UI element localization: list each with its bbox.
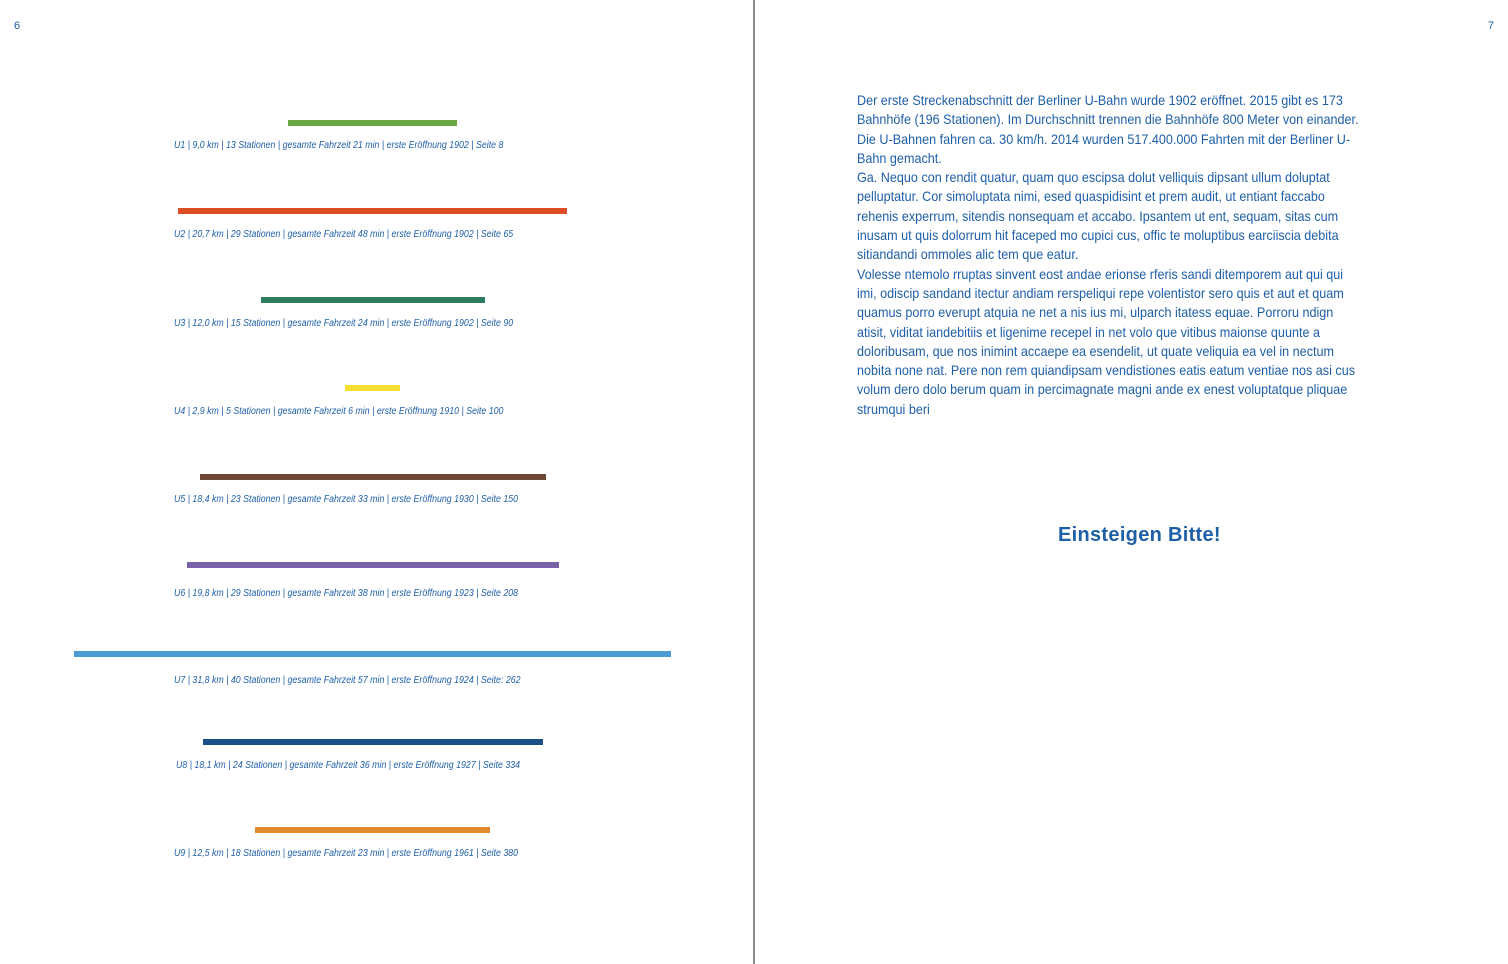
left-page bbox=[0, 0, 753, 964]
line-caption-u2: U2 | 20,7 km | 29 Stationen | gesamte Fahrzeit 48 min | erste Eröffnung 1902 | Seite 65 bbox=[174, 229, 514, 240]
intro-paragraph-3: Volesse ntemolo rruptas sinvent eost andae erionse rferis sandi ditemporem aut qui qui imi, odiscip sandand itectur andiam rerspeliqui repe volentistor sero quis et aut et quam quamus porro everupt atquia ne net a nis ius mi, ulparch itatess equae. Porroru ndign atisit, viditat iandebitiis et ligenime recepel in net volo que vitibus maionse quunte a doloribusam, que nos inimint accaepe ea esendelit, ut quate veliquia ea vel in nectum nobita none nat. Pere non rem quiandipsam vendistiones eatis eatum ventiae nos asi cus volum dero dolo berum quam in percimagnate magni ande ex enest voluptatque pliquae strumqui beri bbox=[857, 265, 1356, 417]
intro-paragraph-2: Ga. Nequo con rendit quatur, quam quo escipsa dolut velliquis dipsant ullum doluptat pelluptatur. Cor simoluptata nimi, esed quaspidisint et prem audit, ut entiant faccabo rehenis experrum, sitendis nonsequam et accabo. Ipsantem ut ent, sequam, sitas cum inusam ut quis dolorrum hit faceped mo cupici cus, offic te moluptibus earciiscia debita sitiandandi ommoles alic tem que eatur. bbox=[857, 169, 1339, 263]
line-caption-u5: U5 | 18,4 km | 23 Stationen | gesamte Fahrzeit 33 min | erste Eröffnung 1930 | Seite 150 bbox=[174, 494, 519, 505]
line-caption-u9: U9 | 12,5 km | 18 Stationen | gesamte Fahrzeit 23 min | erste Eröffnung 1961 | Seite 380 bbox=[174, 848, 519, 859]
page-number-right: 7 bbox=[1487, 20, 1494, 32]
line-caption-u3: U3 | 12,0 km | 15 Stationen | gesamte Fahrzeit 24 min | erste Eröffnung 1902 | Seite 90 bbox=[174, 318, 514, 329]
line-caption-u4: U4 | 2,9 km | 5 Stationen | gesamte Fahrzeit 6 min | erste Eröffnung 1910 | Seite 100 bbox=[174, 406, 504, 417]
line-caption-u1: U1 | 9,0 km | 13 Stationen | gesamte Fahrzeit 21 min | erste Eröffnung 1902 | Seite 8 bbox=[174, 140, 504, 151]
page-number-left: 6 bbox=[14, 20, 21, 32]
line-bar-u9 bbox=[255, 827, 490, 833]
line-caption-u7: U7 | 31,8 km | 40 Stationen | gesamte Fahrzeit 57 min | erste Eröffnung 1924 | Seite: 262 bbox=[174, 675, 521, 686]
line-caption-u6: U6 | 19,8 km | 29 Stationen | gesamte Fahrzeit 38 min | erste Eröffnung 1923 | Seite 208 bbox=[174, 588, 519, 599]
line-bar-u5 bbox=[200, 474, 546, 480]
cta-heading: Einsteigen Bitte! bbox=[1058, 524, 1221, 546]
intro-text-block bbox=[857, 91, 1361, 419]
line-bar-u2 bbox=[178, 208, 567, 214]
right-page bbox=[755, 0, 1508, 964]
line-caption-u8: U8 | 18,1 km | 24 Stationen | gesamte Fahrzeit 36 min | erste Eröffnung 1927 | Seite 334 bbox=[176, 760, 521, 771]
line-bar-u4 bbox=[345, 385, 400, 391]
line-bar-u6 bbox=[187, 562, 559, 568]
line-bar-u8 bbox=[203, 739, 543, 745]
intro-paragraph-1: Der erste Streckenabschnitt der Berliner U-Bahn wurde 1902 eröffnet. 2015 gibt es 173 Bahnhöfe (196 Stationen). Im Durchschnitt trennen die Bahnhöfe 800 Meter von einander. Die U-Bahnen fahren ca. 30 km/h. 2014 wurden 517.400.000 Fahrten mit der Berliner U-Bahn gemacht. bbox=[857, 92, 1359, 166]
line-bar-u7 bbox=[74, 651, 671, 657]
line-bar-u3 bbox=[261, 297, 485, 303]
line-bar-u1 bbox=[288, 120, 457, 126]
